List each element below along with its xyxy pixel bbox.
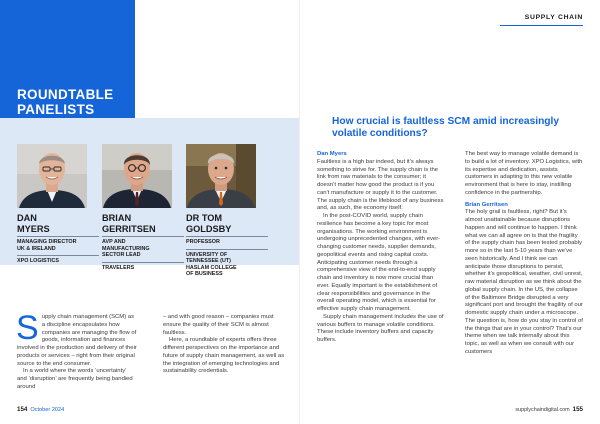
panelist-role: MANAGING DIRECTOR UK & IRELAND (17, 236, 99, 252)
intro-paragraph-1: upply chain management (SCM) as a discipline encapsulates how companies are managing the flow of goods, information and finances involved in the production and delivery of their products or services – right from their original source to the end consumer. (17, 314, 137, 367)
section-label: SUPPLY CHAIN (524, 14, 583, 21)
panelist-role: PROFESSOR (186, 236, 268, 246)
panelist-photo-dan-myers (17, 144, 87, 208)
answer-paragraph: In the post-COVID world, supply chain resilience has become a key topic for most organisations. The working environment is undergoing unprecedented changes, with ever-changing customer needs, supplier demands, geopolitical events and rising capital costs. Anticipating customer needs through a comprehensive view of the end-to-end supply chain and inventory is now more crucial than ever. Equally important is the establishment of clear responsibilities and governance in the overall operating model, which is essential for effective supply chain management. (317, 213, 441, 312)
panelist-photo-brian-gerritsen (102, 144, 172, 208)
panelist-name: BRIAN GERRITSEN (102, 213, 156, 234)
panelist-organisation: XPO LOGISTICS (17, 255, 99, 265)
panelist-dan-myers (17, 213, 99, 265)
panelist-organisation: TRAVELERS (102, 262, 184, 272)
panelist-photo-tom-goldsby (186, 144, 256, 208)
intro-column-2 (163, 314, 285, 376)
panelist-name: DAN MYERS (17, 213, 50, 234)
right-folio (515, 406, 583, 413)
left-folio (17, 406, 64, 413)
panel-title: ROUNDTABLE PANELISTS (17, 87, 114, 117)
intro-paragraph-2-continued: – and with good reason – companies must ensure the quality of their SCM is almost faultless. (163, 314, 274, 336)
answer-column-2 (465, 151, 583, 357)
panelist-brian-gerritsen (102, 213, 184, 271)
intro-paragraph-3: Here, a roundtable of experts offers three different perspectives on the importance and future of supply chain management, as well as the integration of emerging technologies and sustainability credentials. (163, 337, 285, 375)
answer-paragraph: The best way to manage volatile demand is to build a lot of inventory. XPO Logistics, with its expertise and dedication, assists customers in adapting to this new volatile environment that is here to stay, instilling confidence in the partnership. (465, 151, 583, 196)
question-headline: How crucial is faultless SCM amid increasingly volatile conditions? (332, 116, 560, 139)
answer-column-1 (317, 151, 445, 345)
intro-column-1 (16, 309, 137, 392)
website: supplychaindigital.com (515, 407, 570, 413)
panelist-name: DR TOM GOLDSBY (186, 213, 232, 234)
drop-cap: S (16, 309, 39, 347)
speaker-brian-gerritsen: Brian Gerritsen (465, 201, 508, 208)
answer-paragraph: Faultless is a high bar indeed, but it’s always something to strive for. The supply chain is the link from raw materials to the consumer; it doesn’t matter how good the product is if you can’t manufacture or supply it to the customer. The supply chain is the lifeblood of any business and, as such, the economy itself. (317, 158, 444, 212)
answer-paragraph: The holy grail is faultless, right? But it’s almost unattainable because disruptions happen and will continue to happen. I think what we can all agree on is that the fragility of the supply chain has been tested probably more so in the last 5-10 years than we’ve seen historically. And I think we can anticipate those disruptions to persist, whether it’s geopolitical, weather, civil unrest, raw material disruption as we think about the global supply chain. In the US, the collapse of the Baltimore Bridge disrupted a very significant port and brought the fragility of our domestic supply chain under a microscope. The question is, how do you stay in control of the things that are in your control? That’s our theme when we talk internally about this topic, as well as when we consult with our customers (465, 209, 583, 355)
panelist-role: AVP AND MANUFACTURING SECTOR LEAD (102, 236, 184, 259)
panelist-tom-goldsby (186, 213, 268, 278)
section-rule (500, 25, 583, 26)
issue-date: October 2024 (30, 407, 65, 413)
speaker-dan-myers: Dan Myers (317, 151, 347, 157)
page-number: 154 (17, 406, 28, 413)
panelist-organisation: UNIVERSITY OF TENNESSEE (UT) HASLAM COLLEGE OF BUSINESS (186, 249, 268, 278)
page-number: 155 (572, 406, 583, 413)
answer-paragraph: Supply chain management includes the use of various buffers to manage volatile conditions. These include inventory buffers and capacity buffers. (317, 313, 444, 343)
intro-paragraph-2: In a world where the words ‘uncertainty’ and ‘disruption’ are frequently being bandied around (17, 368, 133, 390)
